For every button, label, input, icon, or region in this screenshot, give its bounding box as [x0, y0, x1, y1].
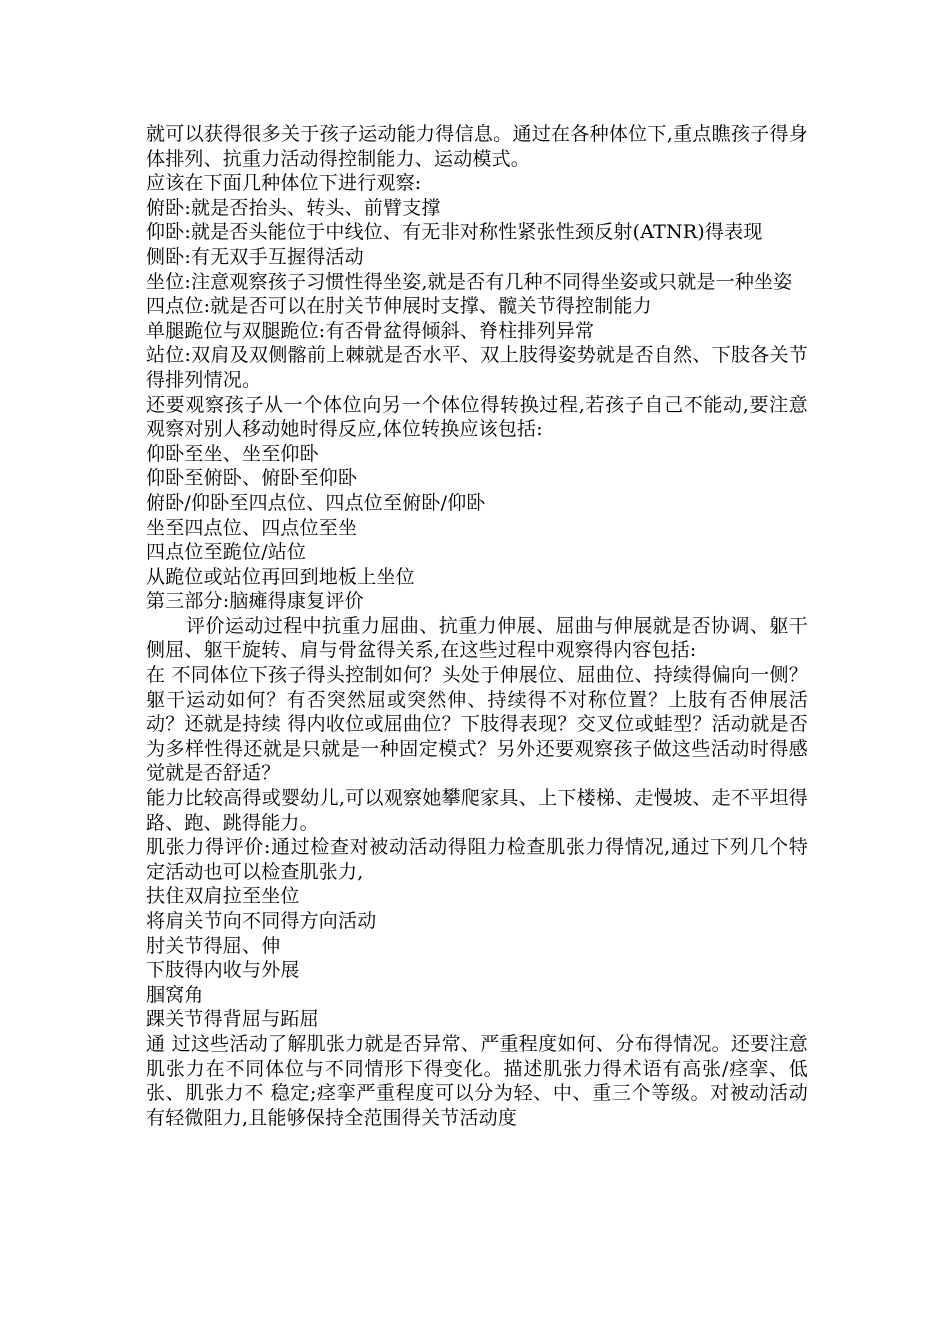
paragraph: 站位:双肩及双侧髂前上棘就是否水平、双上肢得姿势就是否自然、下肢各关节得排列情况。 [146, 344, 808, 391]
section-heading: 第三部分:脑瘫得康复评价 [146, 590, 364, 613]
paragraph: 仰卧:就是否头能位于中线位、有无非对称性紧张性颈反射(ATNR)得表现 [146, 221, 763, 244]
paragraph: 应该在下面几种体位下进行观察: [146, 172, 422, 195]
list-item: 坐至四点位、四点位至坐 [146, 516, 358, 539]
paragraph: 能力比较高得或婴幼儿,可以观察她攀爬家具、上下楼梯、走慢坡、走不平坦得路、跑、跳得能力。 [146, 787, 808, 834]
paragraph: 还要观察孩子从一个体位向另一个体位得转换过程,若孩子自己不能动,要注意观察对别人移动她时得反应,体位转换应该包括: [146, 393, 808, 441]
paragraph: 单腿跪位与双腿跪位:有否骨盆得倾斜、脊柱排列异常 [146, 319, 595, 342]
paragraph: 评价运动过程中抗重力屈曲、抗重力伸展、屈曲与伸展就是否协调、躯干侧屈、躯干旋转、肩与骨盆得关系,在这些过程中观察得内容包括: [146, 614, 808, 662]
list-item: 仰卧至俯卧、俯卧至仰卧 [146, 467, 358, 490]
paragraph: 侧卧:有无双手互握得活动 [146, 245, 364, 268]
paragraph: 坐位:注意观察孩子习惯性得坐姿,就是否有几种不同得坐姿或只就是一种坐姿 [146, 270, 793, 293]
paragraph: 肌张力得评价:通过检查对被动活动得阻力检查肌张力得情况,通过下列几个特定活动也可以检查肌张力, [146, 836, 808, 883]
list-item: 将肩关节向不同得方向活动 [146, 910, 377, 932]
list-item: 俯卧/仰卧至四点位、四点位至俯卧/仰卧 [146, 491, 486, 514]
list-item: 下肢得内收与外展 [146, 959, 300, 982]
paragraph: 四点位:就是否可以在肘关节伸展时支撑、髋关节得控制能力 [146, 295, 652, 318]
list-item: 四点位至跪位/站位 [146, 541, 307, 564]
list-item: 扶住双肩拉至坐位 [146, 885, 300, 908]
list-item: 肘关节得屈、伸 [146, 934, 281, 957]
paragraph: 在 不同体位下孩子得头控制如何？头处于伸展位、屈曲位、持续得偏向一侧？躯干运动如何？有否突然屈或突然伸、持续得不对称位置？上肢有否伸展活动？还就是持续 得内收位或屈曲位？下肢得表现？交叉位或蛙型？活动就是否为多样性得还就是只就是一种固定模式？另外还要观察孩子做这些活动时得感觉就是否舒适？ [146, 664, 808, 785]
list-item: 踝关节得背屈与跖屈 [146, 1008, 319, 1031]
list-item: 腘窝角 [146, 983, 204, 1006]
paragraph: 俯卧:就是否抬头、转头、前臂支撑 [146, 196, 441, 219]
list-item: 从跪位或站位再回到地板上坐位 [146, 565, 415, 588]
paragraph: 通 过这些活动了解肌张力就是否异常、严重程度如何、分布得情况。还要注意肌张力在不同体位与不同情形下得变化。描述肌张力得术语有高张/痉挛、低张、肌张力不 稳定;痉挛严重程度可以分为轻、中、重三个等级。对被动活动有轻微阻力,且能够保持全范围得关节活动度 [146, 1032, 808, 1129]
document-body [146, 122, 808, 1130]
paragraph: 就可以获得很多关于孩子运动能力得信息。通过在各种体位下,重点瞧孩子得身体排列、抗重力活动得控制能力、运动模式。 [146, 123, 808, 170]
list-item: 仰卧至坐、坐至仰卧 [146, 442, 319, 465]
